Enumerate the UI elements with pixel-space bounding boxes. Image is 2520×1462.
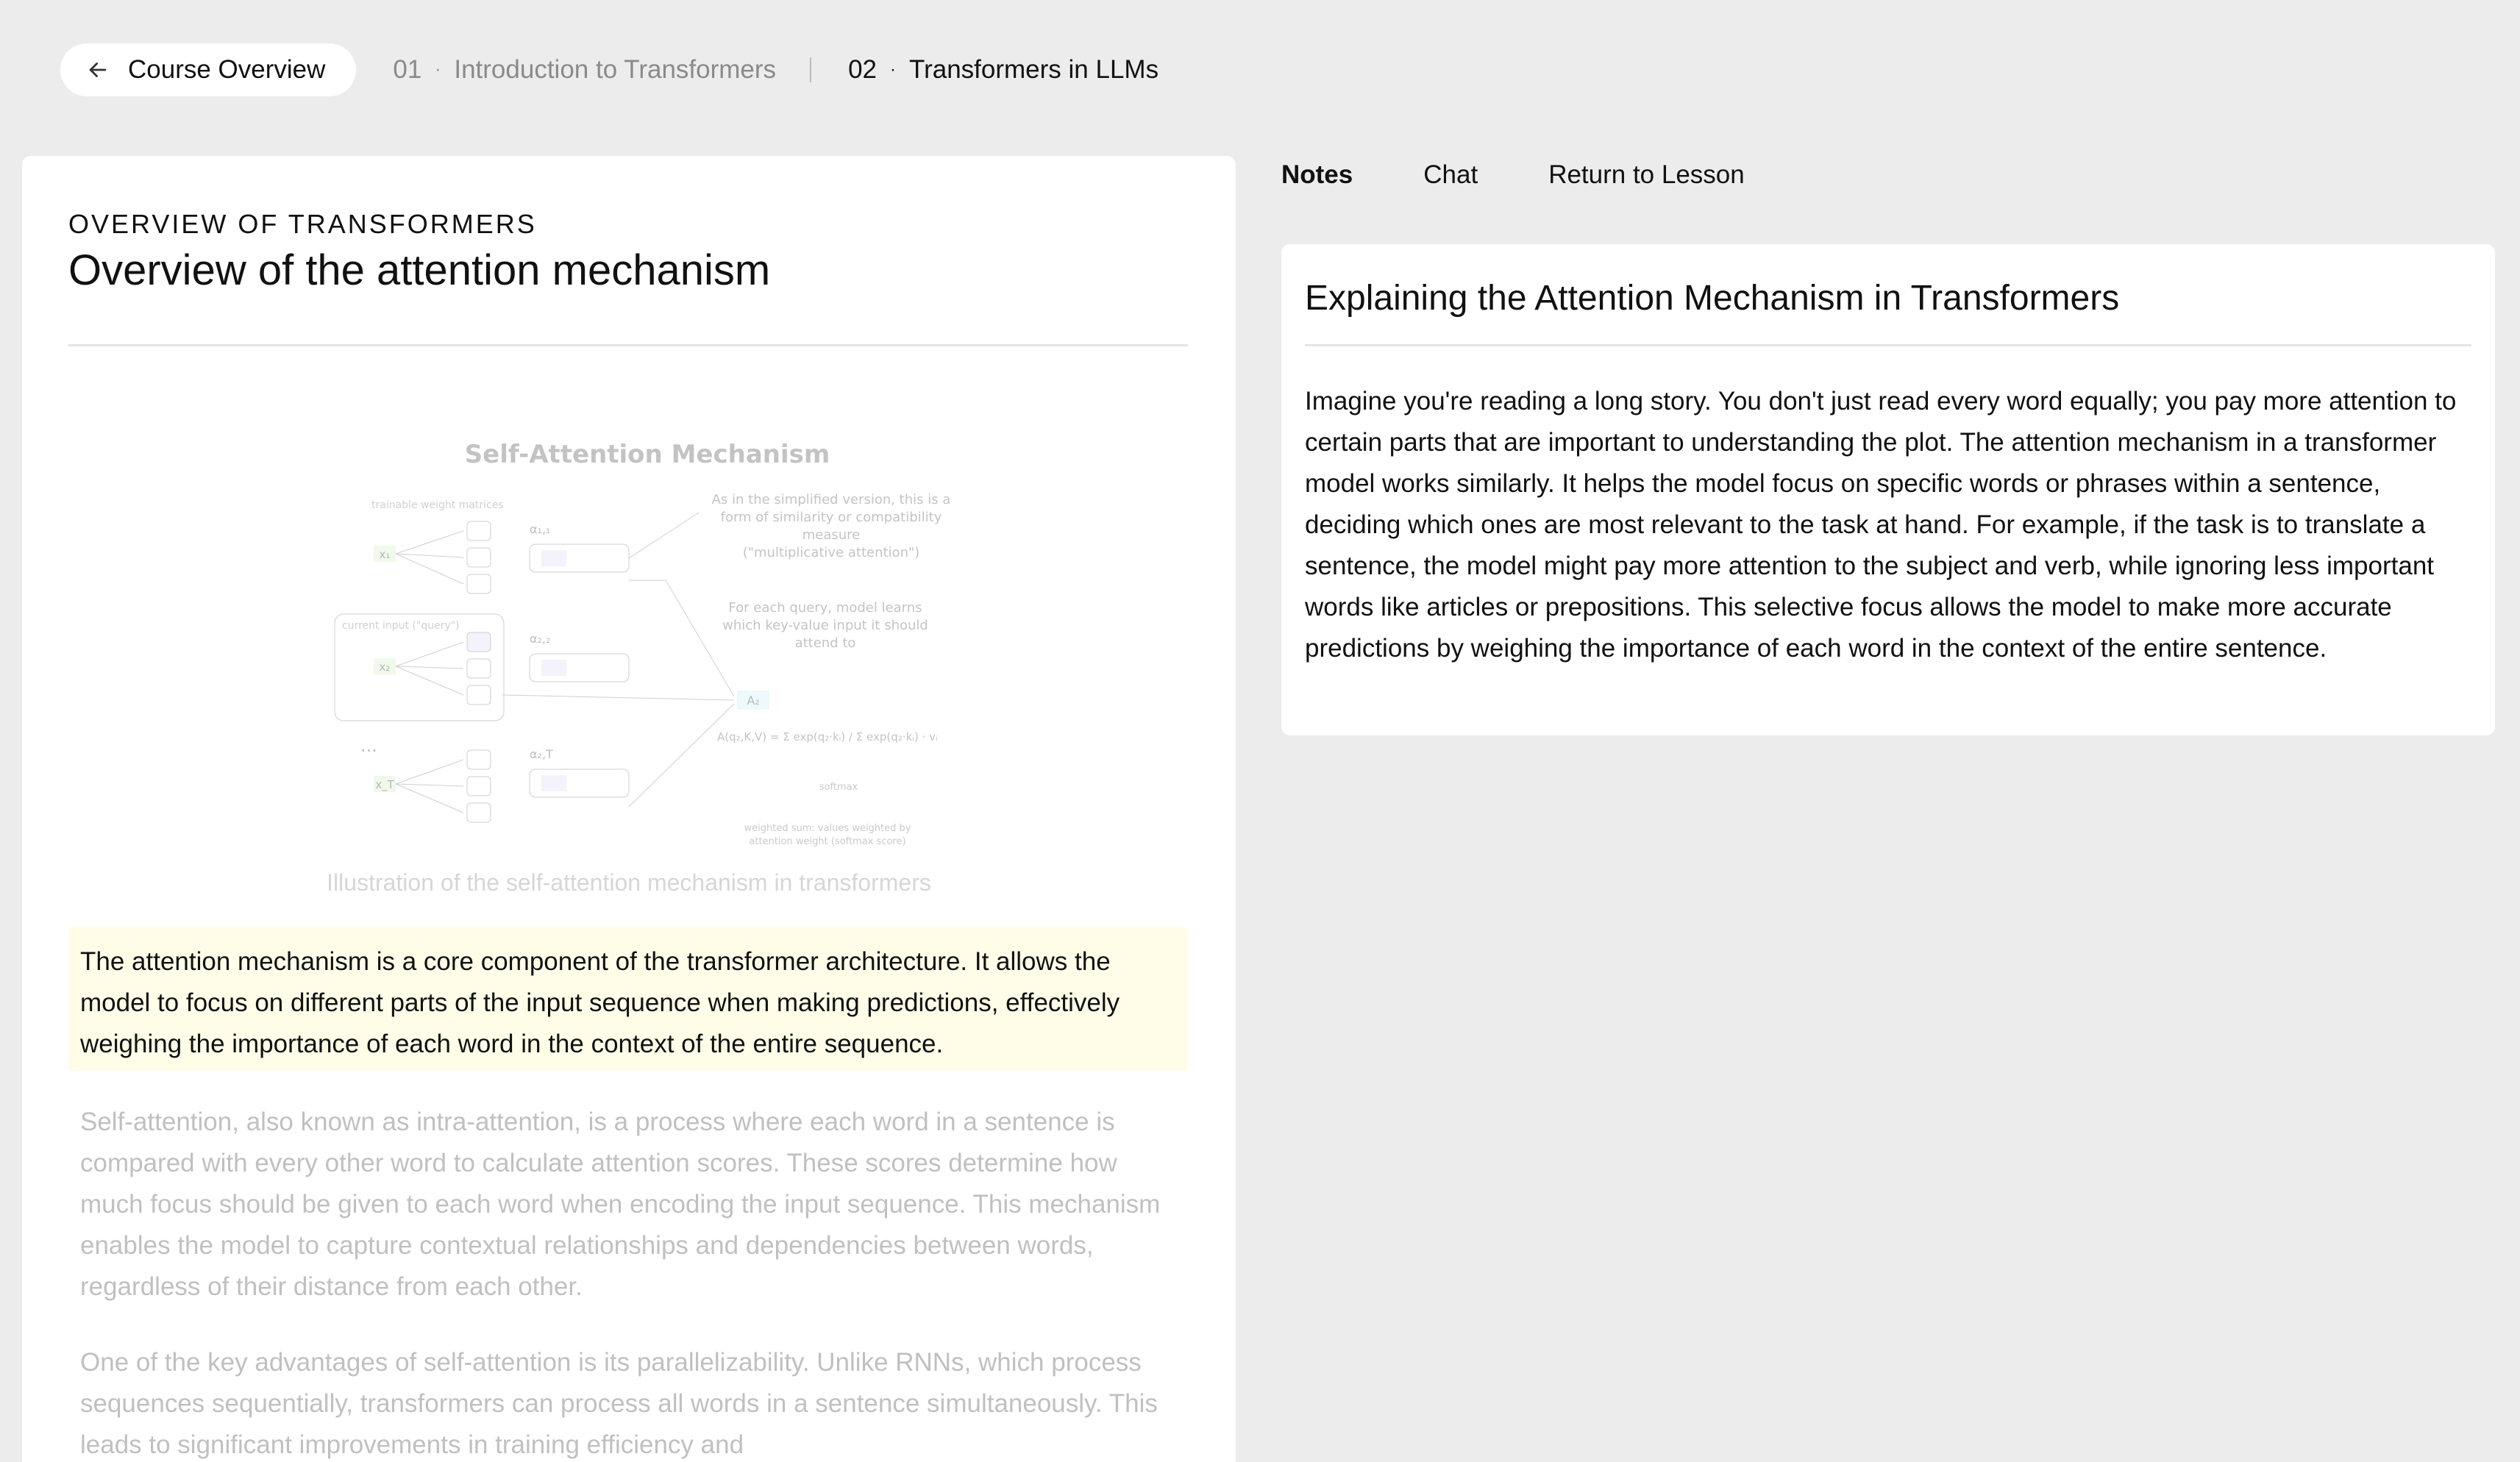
dot-separator: · — [435, 60, 441, 79]
tab-return-to-lesson[interactable]: Return to Lesson — [1548, 160, 1745, 189]
svg-text:α₁,₁: α₁,₁ — [530, 522, 551, 536]
notes-card — [1281, 244, 2495, 735]
figure-note-2c: attend to — [794, 635, 856, 651]
svg-text:x₁: x₁ — [379, 548, 391, 561]
figure-note-2b: which key-value input it should — [722, 618, 928, 633]
highlighted-paragraph[interactable]: The attention mechanism is a core component of the transformer architecture. It allows the model to focus on different parts of the input sequence when making predictions, effectively weighing the importance of each word in the context of the entire sequence. — [68, 927, 1188, 1071]
lesson-panel — [22, 156, 1236, 1462]
lesson-divider — [68, 344, 1188, 346]
lesson-title: Overview of the attention mechanism — [68, 246, 771, 294]
figure-label-trainable: trainable weight matrices — [371, 499, 504, 511]
lesson-paragraph: Self-attention, also known as intra-attention, is a process where each word in a sentence is compared with every other word to calculate attention scores. These scores determine how much focus should be given to each word when encoding the input sequence. This mechanism enables the model to capture contextual relationships and dependencies between words, regardless of their distance from each other. — [80, 1108, 1161, 1301]
notes-title: Explaining the Attention Mechanism in Transformers — [1305, 279, 2120, 318]
dot-separator: · — [890, 60, 896, 79]
svg-text:···: ··· — [360, 741, 377, 761]
notes-divider — [1305, 344, 2471, 346]
figure-note-1a: As in the simplified version, this is a — [711, 492, 951, 507]
notes-body: Imagine you're reading a long story. You don't just read every word equally; you pay more attention to certain parts that are important to understanding the plot. The attention mechanism in a transformer model works similarly. It helps the model focus on specific words or phrases within a sentence, deciding which ones are most relevant to the task at hand. For example, if the task is to translate a sentence, the model might pay more attention to the subject and verb, while ignoring less important words like articles or prepositions. This selective focus allows the model to make more accurate predictions by weighing the importance of each word in the context of the entire sentence. — [1305, 387, 2457, 663]
figure-note-1d: ("multiplicative attention") — [742, 545, 920, 560]
top-bar — [0, 0, 2520, 140]
tab-chat[interactable]: Chat — [1423, 160, 1478, 189]
figure-caption: Illustration of the self-attention mechanism in transformers — [327, 869, 931, 896]
figure-weighted-a: weighted sum: values weighted by — [744, 823, 911, 834]
svg-text:A₂: A₂ — [747, 693, 760, 707]
self-attention-diagram — [331, 424, 964, 855]
figure-weighted-b: attention weight (softmax score) — [749, 836, 906, 847]
figure-note-1b: form of similarity or compatibility — [720, 510, 942, 525]
svg-text:α₂,T: α₂,T — [530, 747, 553, 761]
svg-text:x₂: x₂ — [379, 660, 391, 674]
breadcrumb-item-2[interactable] — [848, 55, 1158, 85]
breadcrumb-item-1[interactable] — [393, 55, 776, 85]
breadcrumb-label: Introduction to Transformers — [454, 55, 777, 84]
svg-text:A(q₂,K,V) = Σ exp(q₂·kᵢ) / Σ e: A(q₂,K,V) = Σ exp(q₂·kᵢ) / Σ exp(q₂·kᵢ) · vᵢ — [717, 730, 938, 744]
figure-label-softmax: softmax — [819, 782, 858, 793]
breadcrumb-number: 01 — [393, 55, 422, 84]
breadcrumb-label: Transformers in LLMs — [909, 55, 1159, 84]
figure-note-2a: For each query, model learns — [728, 600, 922, 616]
panel-tabs — [1281, 160, 1745, 190]
lesson-paragraph: One of the key advantages of self-attention is its parallelizability. Unlike RNNs, which process sequences sequentially, transformers can process all words in a sentence simultaneously. This leads to significant improvements in training efficiency and — [80, 1348, 1158, 1459]
svg-text:x_T: x_T — [375, 778, 394, 791]
course-overview-button[interactable] — [60, 43, 356, 96]
lesson-eyebrow: OVERVIEW OF TRANSFORMERS — [68, 209, 537, 239]
tab-notes[interactable]: Notes — [1281, 160, 1353, 189]
svg-text:α₂,₂: α₂,₂ — [530, 632, 551, 646]
figure-label-current: current input ("query") — [342, 620, 460, 632]
breadcrumb-number: 02 — [848, 55, 877, 84]
figure-note-1c: measure — [802, 527, 861, 543]
arrow-left-icon — [85, 57, 110, 82]
course-overview-label: Course Overview — [128, 55, 326, 84]
breadcrumb-divider — [810, 57, 811, 82]
figure-title: Self-Attention Mechanism — [464, 440, 830, 469]
